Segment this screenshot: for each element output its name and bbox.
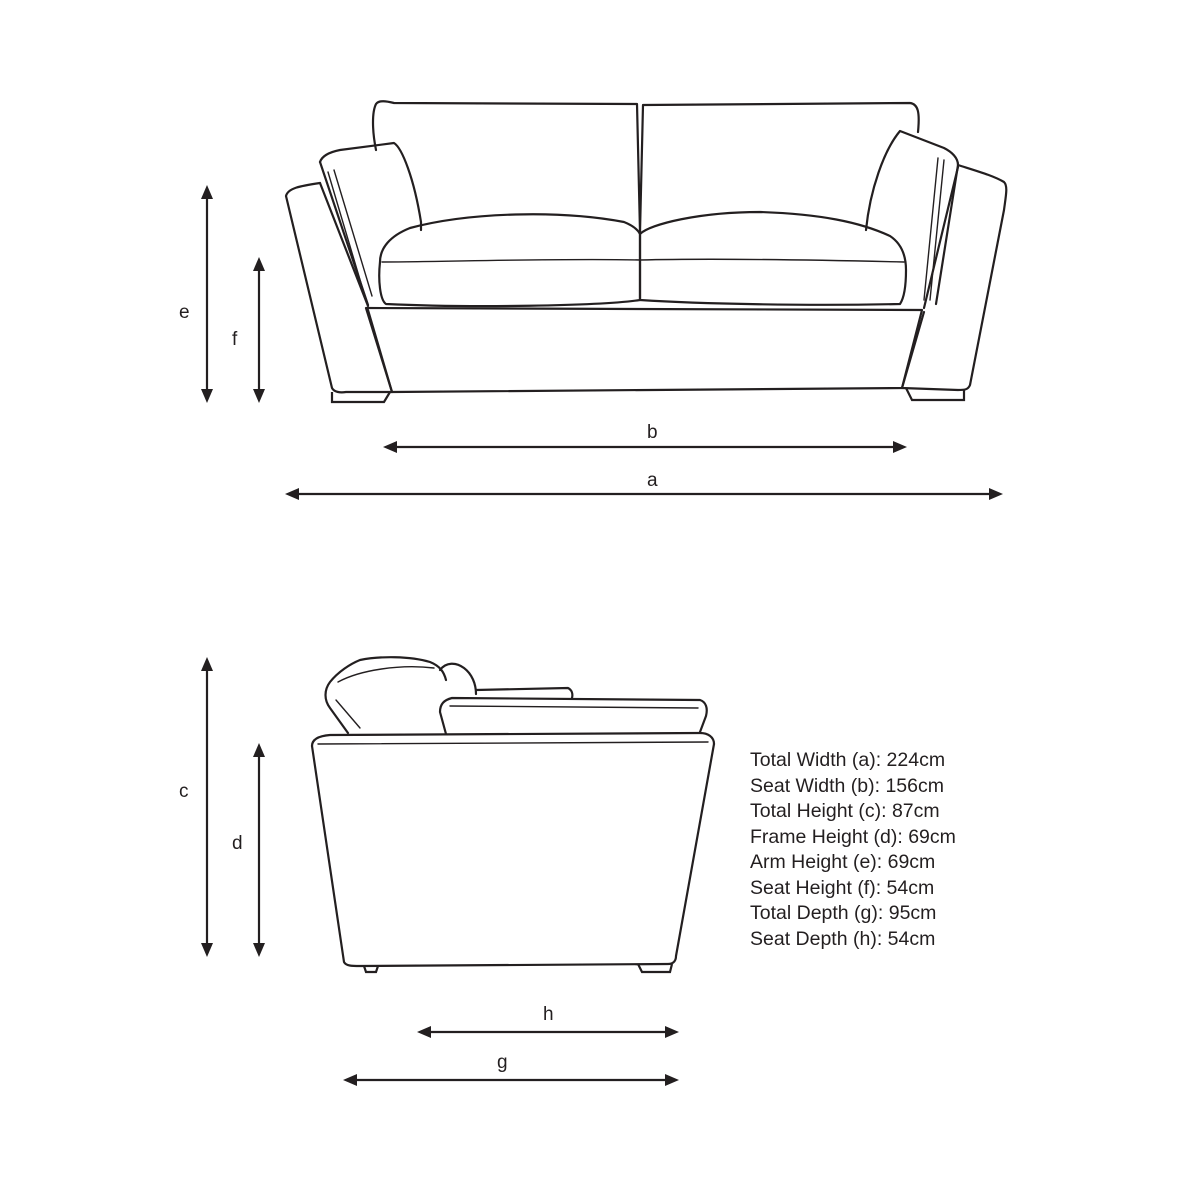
dimension-c-arrow <box>201 657 213 957</box>
dimension-label-h: h <box>543 1004 554 1025</box>
front-pillow-right <box>866 131 958 304</box>
front-arm-left <box>286 183 392 392</box>
spec-total-depth: Total Depth (g): 95cm <box>750 902 937 924</box>
dimension-label-c: c <box>179 781 189 802</box>
dimension-labels <box>179 302 658 1073</box>
dimension-b-arrow <box>383 441 907 453</box>
dimension-e-arrow <box>201 185 213 403</box>
dimension-label-a: a <box>647 470 658 491</box>
sofa-front-view <box>286 101 1006 402</box>
side-top-cushion <box>476 688 572 698</box>
dimension-f-arrow <box>253 257 265 403</box>
spec-seat-depth: Seat Depth (h): 54cm <box>750 927 936 950</box>
front-pillow-left <box>320 143 421 230</box>
spec-frame-height: Frame Height (d): 69cm <box>750 825 956 848</box>
front-arm-right <box>902 165 1006 390</box>
dimension-a-arrow <box>285 488 1003 500</box>
dimension-label-g: g <box>497 1052 508 1073</box>
spec-total-width: Total Width (a): 224cm <box>750 749 946 771</box>
spec-seat-height: Seat Height (f): 54cm <box>750 876 935 899</box>
spec-seat-width: Seat Width (b): 156cm <box>750 774 944 797</box>
front-seat-cushion-right <box>640 212 906 305</box>
dimension-d-arrow <box>253 743 265 957</box>
front-back-cushion-left <box>373 101 640 232</box>
dimension-label-b: b <box>647 422 658 443</box>
spec-total-height: Total Height (c): 87cm <box>750 800 940 822</box>
sofa-side-view <box>312 657 714 972</box>
dimension-h-arrow <box>417 1026 679 1038</box>
dimension-g-arrow <box>343 1074 679 1086</box>
front-foot-left <box>332 392 390 402</box>
side-seat-cushion <box>440 698 707 734</box>
dimension-label-e: e <box>179 302 190 323</box>
dimension-label-f: f <box>232 329 238 350</box>
front-base <box>366 308 922 392</box>
specification-list <box>750 748 956 952</box>
spec-arm-height: Arm Height (e): 69cm <box>750 851 936 873</box>
dimension-label-d: d <box>232 833 243 854</box>
side-body <box>312 744 714 966</box>
